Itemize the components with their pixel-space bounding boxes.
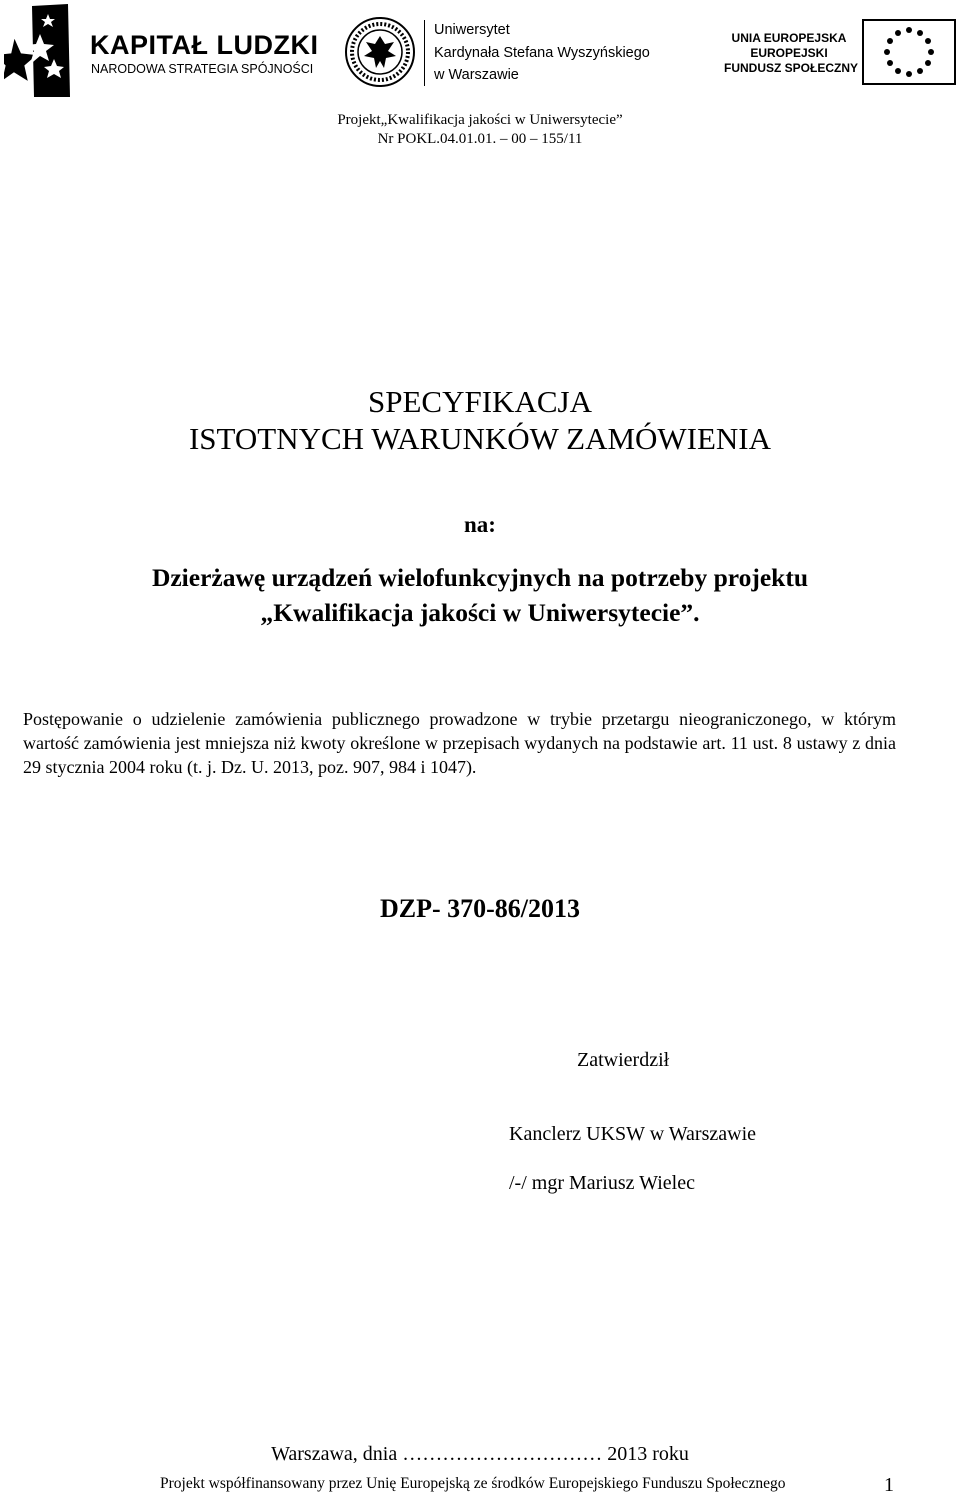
eu-flag-icon [862, 19, 956, 85]
na-label: na: [464, 512, 496, 537]
document-title-line-2: ISTOTNYCH WARUNKÓW ZAMÓWIENIA [188, 421, 772, 456]
subject-line-1: Dzierżawę urządzeń wielofunkcyjnych na potrzeby projektu [151, 563, 809, 592]
footer-text: Projekt współfinansowany przez Unię Europejską ze środków Europejskiego Funduszu Społecznego [160, 1475, 786, 1492]
document-title-line-1: SPECYFIKACJA [368, 384, 592, 419]
signer-title: Kanclerz UKSW w Warszawie [509, 1123, 757, 1145]
signer-name: /-/ mgr Mariusz Wielec [509, 1172, 695, 1194]
eu-label-line-1: UNIA EUROPEJSKA [731, 31, 847, 45]
uksw-seal-icon [344, 16, 416, 88]
header-divider [424, 20, 425, 86]
kapital-ludzki-subtitle: NARODOWA STRATEGIA SPÓJNOŚCI [91, 62, 314, 76]
place-date: Warszawa, dnia ………………………… 2013 roku [271, 1443, 689, 1465]
eu-label-line-2: EUROPEJSKI [750, 46, 828, 60]
university-name-line-2: Kardynała Stefana Wyszyńskiego [434, 45, 650, 61]
project-name: Projekt„Kwalifikacja jakości w Uniwersytecie” [337, 112, 623, 128]
project-number: Nr POKL.04.01.01. – 00 – 155/11 [377, 131, 583, 147]
eu-label-line-3: FUNDUSZ SPOŁECZNY [724, 61, 859, 75]
university-name-line-1: Uniwersytet [434, 22, 510, 38]
kapital-ludzki-title: KAPITAŁ LUDZKI [90, 30, 319, 60]
subject-line-2: „Kwalifikacja jakości w Uniwersytecie”. [260, 598, 700, 627]
intro-paragraph: Postępowanie o udzielenie zamówienia publicznego prowadzone w trybie przetargu nieograniczonego, w którym wartość zamówienia jest mniejsza niż kwoty określone w przepisach wydanych na podstawie art. 11 ust. 8 ustawy z dnia 29 stycznia 2004 roku (t. j. Dz. U. 2013, poz. 907, 984 i 1047). [23, 709, 896, 777]
university-name-line-3: w Warszawie [434, 67, 519, 83]
page-number: 1 [884, 1474, 894, 1496]
reference-number: DZP- 370-86/2013 [379, 894, 581, 923]
approved-label: Zatwierdził [577, 1049, 670, 1071]
